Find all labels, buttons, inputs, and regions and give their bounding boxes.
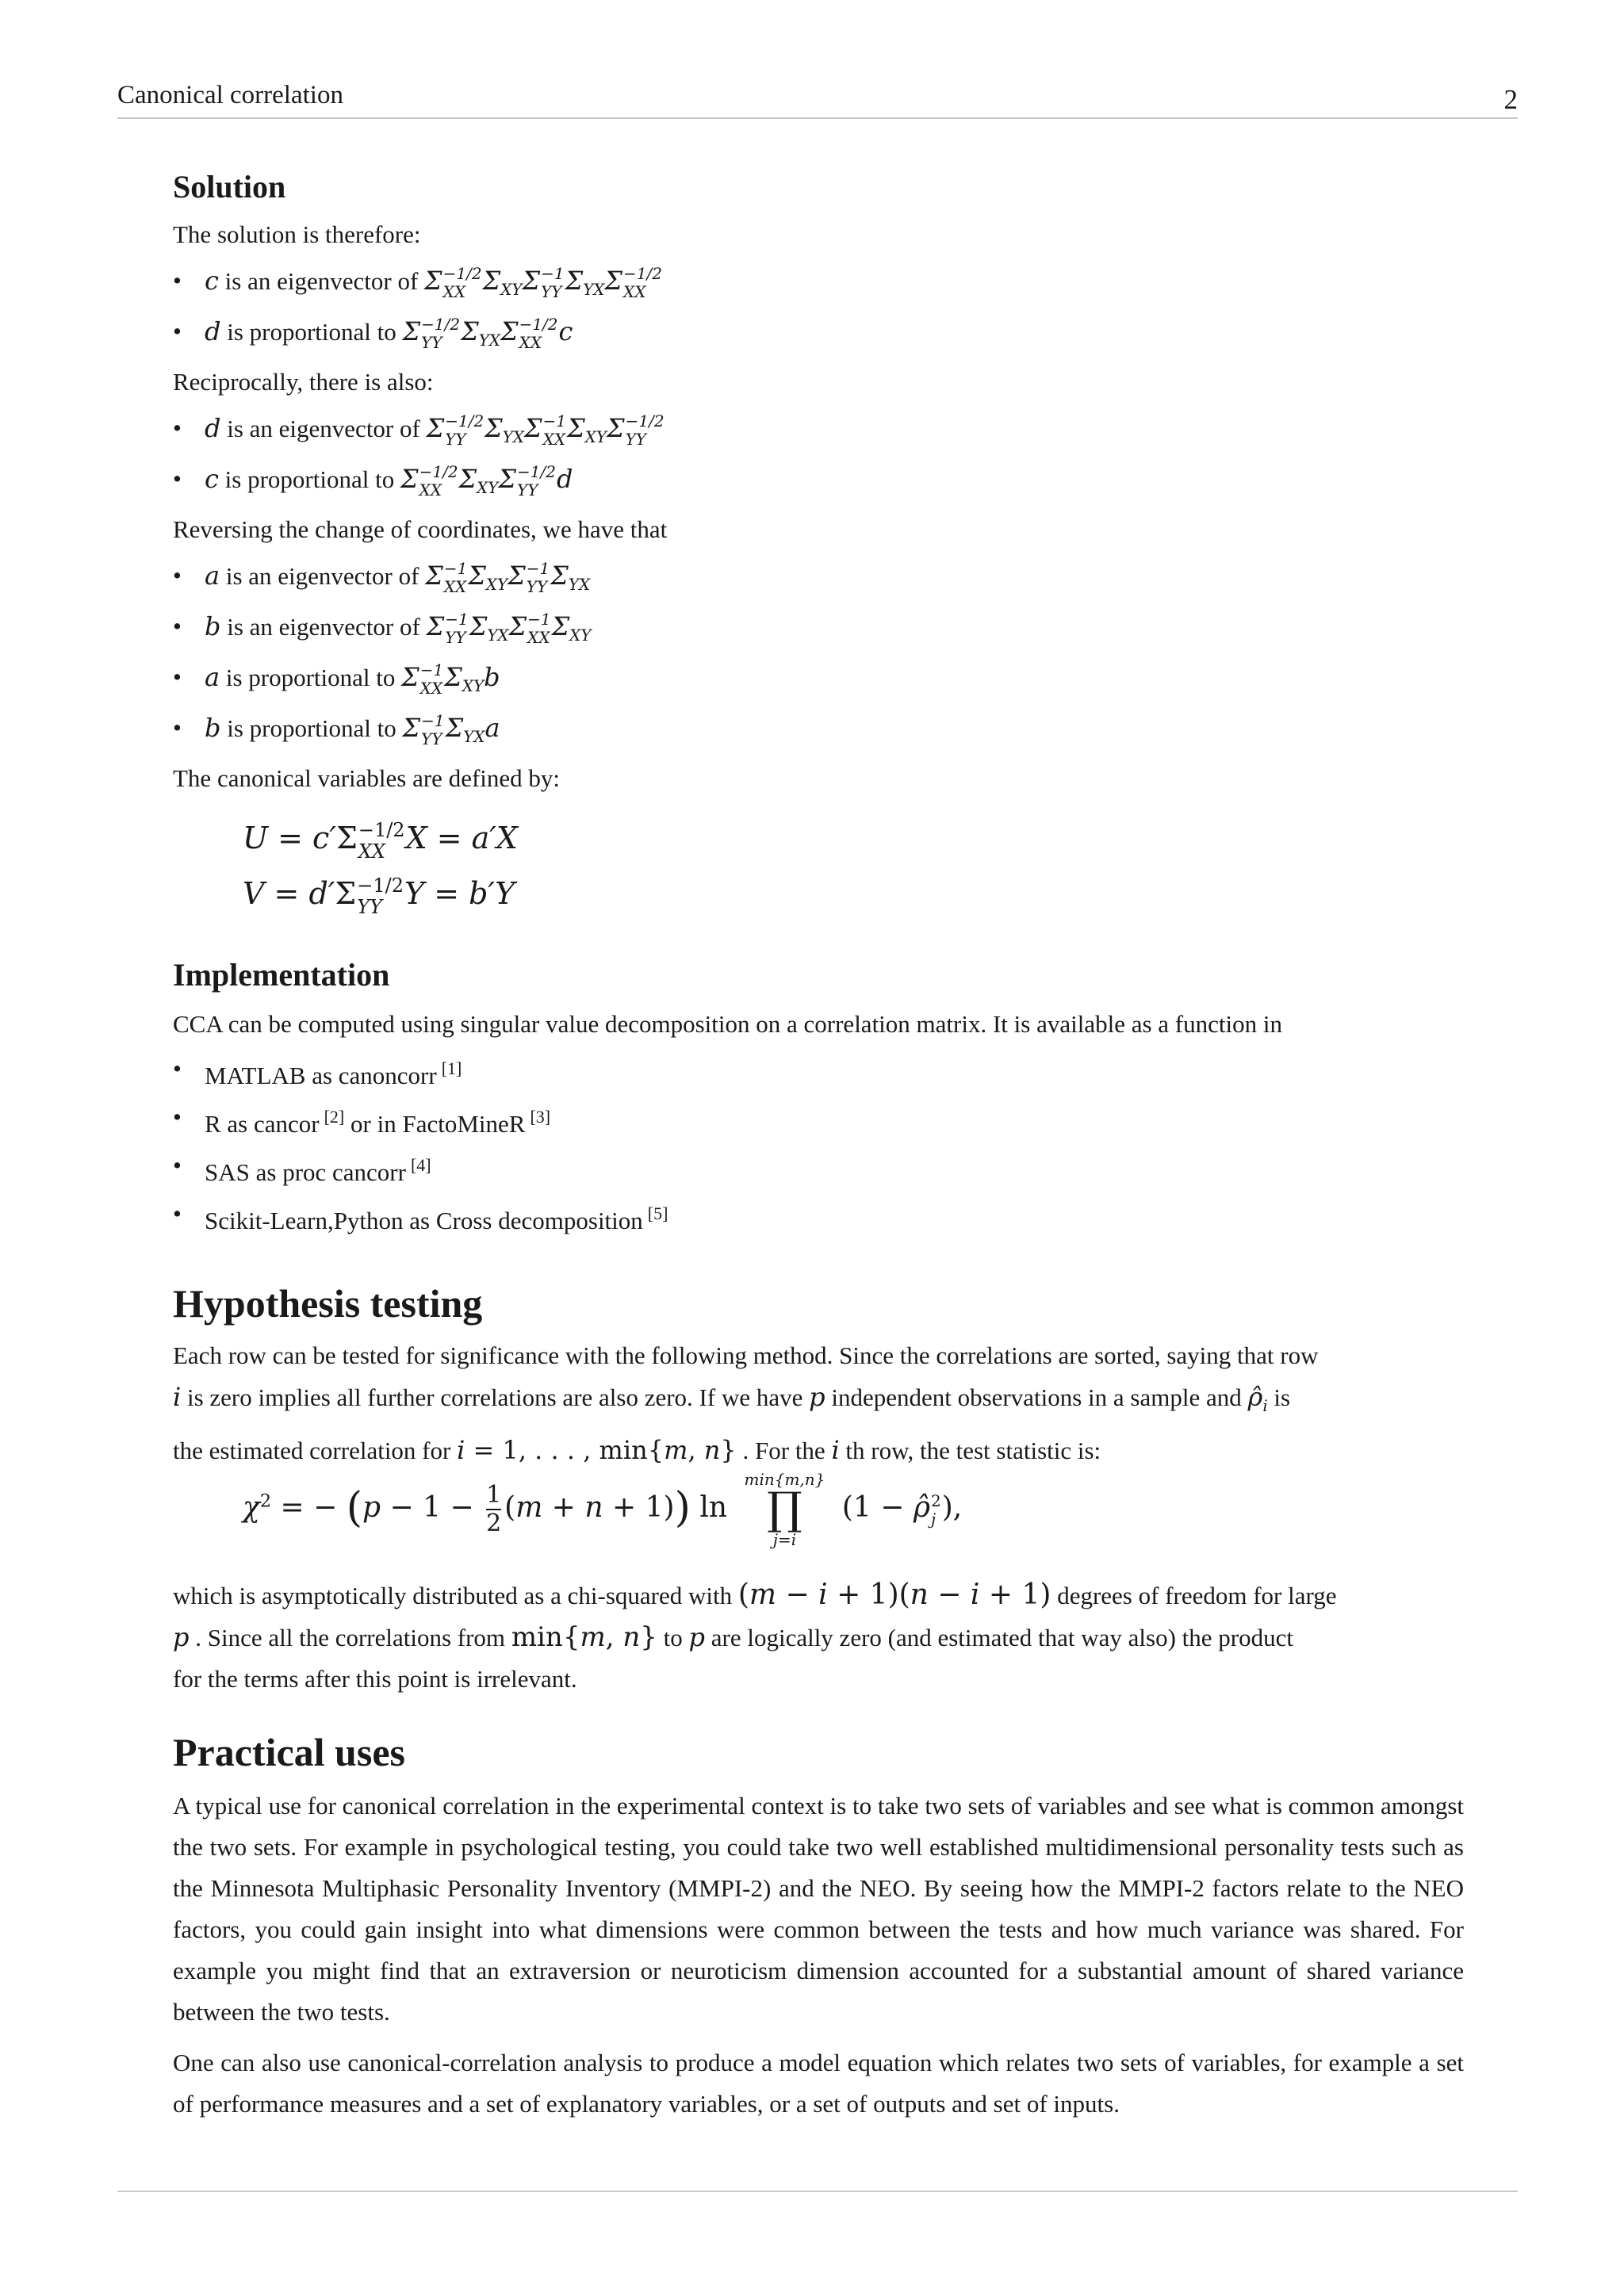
canonical-equations <box>173 810 1464 921</box>
list-item: • d is proportional to Σ −1/2 YY $\Sigma_{YX}\Sigma$ −1/2 XX c <box>173 311 1464 362</box>
math-inline: Σ −1 YY $\Sigma_{YX}\Sigma$ −1 XX $\Sigma_{XY}$ <box>426 609 592 647</box>
practical-heading: Practical uses <box>173 1730 405 1775</box>
list-item: • a is proportional to Σ −1 XX $\Sigma_{XY}b$ <box>173 656 1464 707</box>
solution-intro: The solution is therefore: <box>173 220 421 248</box>
list-item: • MATLAB as canoncorr [1] <box>173 1048 1464 1096</box>
solution-canonical-def: The canonical variables are defined by: <box>173 763 561 792</box>
math-inline: c <box>205 463 219 494</box>
math-inline: b <box>205 712 221 743</box>
list-item: • a is an eigenvector of Σ −1 XX $\Sigma_{XY}\Sigma$ −1 YY $\Sigma_{YX}$ <box>173 555 1464 606</box>
math-inline: a <box>205 661 220 692</box>
reference-link[interactable]: [2] <box>324 1106 345 1127</box>
math-inline: b <box>205 610 221 641</box>
list-item: • Scikit-Learn,Python as Cross decomposition [5] <box>173 1193 1464 1242</box>
math-inline: c <box>205 266 219 296</box>
page-header <box>117 76 1518 119</box>
reference-link[interactable]: [1] <box>441 1058 462 1078</box>
math-inline: Σ −1 XX $\Sigma_{XY}\Sigma$ −1 YY $\Sigma_{YX}$ <box>425 558 591 596</box>
math-inline: Σ −1 YY $\Sigma_{YX}a$ <box>402 710 500 748</box>
math-inline: Σ −1/2 YY $\Sigma_{YX}\Sigma$ −1/2 XX c <box>402 314 573 352</box>
solution-heading: Solution <box>173 169 286 205</box>
list-item: • SAS as proc cancorr [4] <box>173 1145 1464 1193</box>
hypothesis-paragraph-2: which is asymptotically distributed as a chi-squared with (m − i + 1)(n − i + 1) degrees of freedom for large p . Since all the correlations from min{m, n} to p are logically zero (and estimated that way also) the product for the terms after this point is irrelevant. <box>173 1578 1337 1693</box>
hypothesis-paragraph-1b: the estimated correlation for i = 1, . . . , min{m, n} . For the i th row, the test statistic is: <box>173 1435 1101 1466</box>
list-item: • R as cancor [2] or in FactoMineR [3] <box>173 1096 1464 1145</box>
list-item: • c is proportional to Σ −1/2 XX $\Sigma_{XY}\Sigma$ −1/2 YY d <box>173 458 1464 509</box>
list-item: • d is an eigenvector of Σ −1/2 YY $\Sigma_{YX}\Sigma$ −1 XX $\Sigma_{XY}\Sigma$ −1/2 YY <box>173 408 1464 458</box>
running-title: Canonical correlation <box>117 81 343 109</box>
test-statistic-equation: $\chi^2$ = − (p − 1 − $\frac{1}{2}$ (m + n + 1)) ln min{m,n} ∏ j=i (1 − ρ̂ 2 j ), <box>243 1470 963 1550</box>
equation-u: U = c′Σ −1/2 XX X = a′X <box>243 818 518 863</box>
implementation-heading: Implementation <box>173 956 390 993</box>
practical-paragraph-1: A typical use for canonical correlation in the experimental context is to take two sets of variables and see what is common amongst the two sets. For example in psychological testing, you could take two well established multidimensional personality tests such as the Minnesota Multiphasic Personality Inventory (MMPI-2) and the NEO. By seeing how the MMPI-2 factors relate to the NEO factors, you could gain insight into what dimensions were common between the tests and how much variance was shared. For example you might find that an extraversion or neuroticism dimension accounted for a substantial amount of shared variance between the two tests. <box>173 1792 1464 2026</box>
math-inline: d <box>205 316 221 346</box>
solution-list-2 <box>173 408 1464 509</box>
article-body <box>173 165 1464 2125</box>
reference-link[interactable]: [3] <box>530 1106 551 1127</box>
math-inline: Σ −1 XX $\Sigma_{XY}b$ <box>401 660 500 698</box>
implementation-list <box>173 1048 1464 1242</box>
math-inline: Σ −1/2 XX $\Sigma_{XY}\Sigma$ −1/2 YY d <box>400 461 573 499</box>
math-inline: Σ −1/2 YY $\Sigma_{YX}\Sigma$ −1 XX $\Sigma_{XY}\Sigma$ −1/2 YY <box>426 411 665 449</box>
solution-reciprocally: Reciprocally, there is also: <box>173 367 434 396</box>
math-inline: a <box>205 560 220 591</box>
footer-rule <box>117 2191 1518 2192</box>
hypothesis-paragraph-1: Each row can be tested for significance with the following method. Since the correlations are sorted, saying that row i is zero implies all further correlations are also zero. If we have p independent observations in a sample and $\rhô_i$ is <box>173 1341 1319 1415</box>
reference-link[interactable]: [5] <box>647 1203 668 1223</box>
math-inline: d <box>205 412 221 443</box>
implementation-intro: CCA can be computed using singular value decomposition on a correlation matrix. It is available as a function in <box>173 1009 1282 1038</box>
reference-link[interactable]: [4] <box>410 1154 431 1175</box>
list-item: • b is proportional to Σ −1 YY $\Sigma_{YX}a$ <box>173 707 1464 758</box>
equation-v: V = d′Σ −1/2 YY Y = b′Y <box>243 874 515 918</box>
page-number: 2 <box>1503 84 1518 115</box>
hypothesis-heading: Hypothesis testing <box>173 1280 483 1326</box>
solution-list-1 <box>173 260 1464 362</box>
solution-list-3 <box>173 555 1464 758</box>
list-item: • c is an eigenvector of Σ −1/2 XX $\Sigma_{XY}\Sigma$ −1 YY $\Sigma_{YX}\Sigma$ −1/2 XX <box>173 260 1464 311</box>
math-inline: Σ −1/2 XX $\Sigma_{XY}\Sigma$ −1 YY $\Sigma_{YX}\Sigma$ −1/2 XX <box>424 264 662 301</box>
list-item: • b is an eigenvector of Σ −1 YY $\Sigma_{YX}\Sigma$ −1 XX $\Sigma_{XY}$ <box>173 606 1464 656</box>
solution-reversing: Reversing the change of coordinates, we have that <box>173 515 668 543</box>
practical-paragraph-2: One can also use canonical-correlation analysis to produce a model equation which relates two sets of variables, for example a set of performance measures and a set of explanatory variables, or a set of outputs and set of inputs. <box>173 2049 1464 2118</box>
